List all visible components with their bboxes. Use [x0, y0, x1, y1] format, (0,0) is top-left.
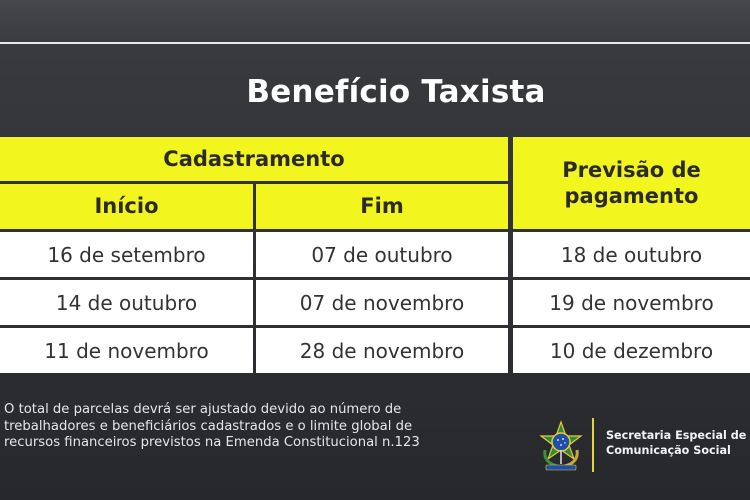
- agency-name: Secretaria Especial de Comunicação Social: [606, 429, 747, 457]
- table-cell-inicio: 16 de setembro: [0, 232, 253, 277]
- header-fim: Fim: [256, 184, 508, 229]
- page-title: Benefício Taxista: [246, 74, 546, 110]
- table-cell-fim: 07 de novembro: [256, 280, 508, 325]
- header-cadastramento: Cadastramento: [0, 137, 508, 181]
- table-cell-fim: 28 de novembro: [256, 328, 508, 373]
- logo-divider: [592, 418, 594, 472]
- brazil-coat-of-arms-icon: [537, 420, 585, 472]
- table-cell-inicio: 14 de outubro: [0, 280, 253, 325]
- table-cell-fim: 07 de outubro: [256, 232, 508, 277]
- header-inicio: Início: [0, 184, 253, 229]
- top-divider: [0, 42, 750, 44]
- table-cell-pagamento: 18 de outubro: [513, 232, 750, 277]
- footnote-text: O total de parcelas devrá ser ajustado devido ao número de trebalhadores e beneficiários cadastrados e o limite global de recursos financeiros previstos na Emenda Constitucional n.123: [4, 402, 420, 451]
- table-cell-inicio: 11 de novembro: [0, 328, 253, 373]
- top-band: [0, 0, 750, 42]
- table-cell-pagamento: 10 de dezembro: [513, 328, 750, 373]
- table-cell-pagamento: 19 de novembro: [513, 280, 750, 325]
- header-previsao-pagamento: Previsão de pagamento: [513, 137, 750, 229]
